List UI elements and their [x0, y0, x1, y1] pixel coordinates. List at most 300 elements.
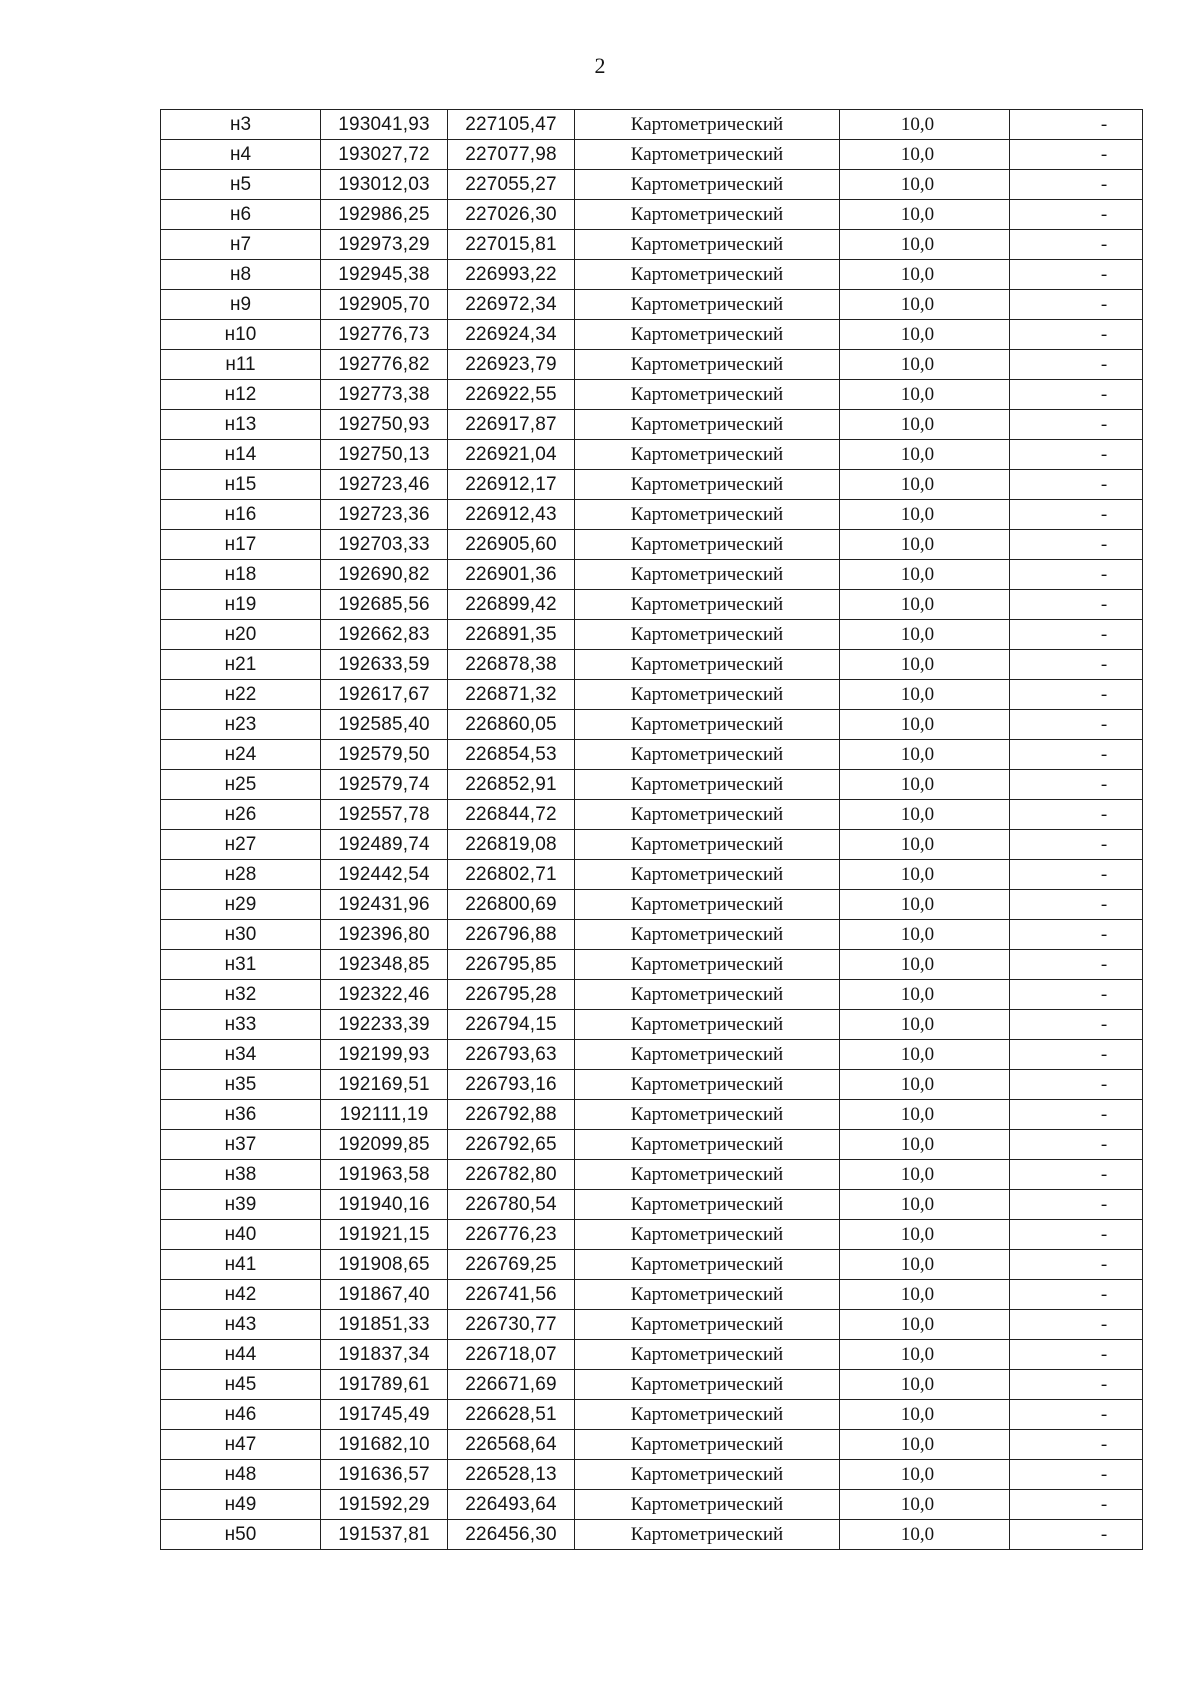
- table-row: [161, 740, 1143, 770]
- method-cell: Картометрический: [575, 1010, 840, 1040]
- method-cell: Картометрический: [575, 740, 840, 770]
- point-name-cell: н9: [161, 290, 321, 320]
- table-row: [161, 530, 1143, 560]
- point-name-cell: н41: [161, 1250, 321, 1280]
- table-row: [161, 560, 1143, 590]
- x-coordinate-cell: 192489,74: [321, 830, 448, 860]
- note-cell: -: [1010, 980, 1143, 1010]
- note-cell: -: [1010, 1520, 1143, 1550]
- note-cell: -: [1010, 890, 1143, 920]
- table-row: [161, 1400, 1143, 1430]
- table-row: [161, 290, 1143, 320]
- x-coordinate-cell: 192703,33: [321, 530, 448, 560]
- note-cell: -: [1010, 320, 1143, 350]
- y-coordinate-cell: 226844,72: [448, 800, 575, 830]
- note-cell: -: [1010, 470, 1143, 500]
- table-row: [161, 200, 1143, 230]
- note-cell: -: [1010, 440, 1143, 470]
- y-coordinate-cell: 226628,51: [448, 1400, 575, 1430]
- note-cell: -: [1010, 1220, 1143, 1250]
- accuracy-cell: 10,0: [840, 140, 1010, 170]
- y-coordinate-cell: 226993,22: [448, 260, 575, 290]
- y-coordinate-cell: 226917,87: [448, 410, 575, 440]
- accuracy-cell: 10,0: [840, 770, 1010, 800]
- note-cell: -: [1010, 530, 1143, 560]
- accuracy-cell: 10,0: [840, 1160, 1010, 1190]
- x-coordinate-cell: 191592,29: [321, 1490, 448, 1520]
- method-cell: Картометрический: [575, 680, 840, 710]
- note-cell: -: [1010, 200, 1143, 230]
- point-name-cell: н49: [161, 1490, 321, 1520]
- accuracy-cell: 10,0: [840, 1310, 1010, 1340]
- table-row: [161, 950, 1143, 980]
- point-name-cell: н33: [161, 1010, 321, 1040]
- x-coordinate-cell: 192633,59: [321, 650, 448, 680]
- accuracy-cell: 10,0: [840, 560, 1010, 590]
- x-coordinate-cell: 192723,46: [321, 470, 448, 500]
- table-row: [161, 1520, 1143, 1550]
- method-cell: Картометрический: [575, 980, 840, 1010]
- accuracy-cell: 10,0: [840, 230, 1010, 260]
- x-coordinate-cell: 192442,54: [321, 860, 448, 890]
- accuracy-cell: 10,0: [840, 1460, 1010, 1490]
- x-coordinate-cell: 191682,10: [321, 1430, 448, 1460]
- table-row: [161, 890, 1143, 920]
- table-row: [161, 350, 1143, 380]
- point-name-cell: н12: [161, 380, 321, 410]
- method-cell: Картометрический: [575, 1490, 840, 1520]
- table-row: [161, 800, 1143, 830]
- accuracy-cell: 10,0: [840, 380, 1010, 410]
- accuracy-cell: 10,0: [840, 980, 1010, 1010]
- method-cell: Картометрический: [575, 1280, 840, 1310]
- table-row: [161, 380, 1143, 410]
- table-row: [161, 140, 1143, 170]
- note-cell: -: [1010, 170, 1143, 200]
- x-coordinate-cell: 192750,13: [321, 440, 448, 470]
- y-coordinate-cell: 227105,47: [448, 110, 575, 140]
- accuracy-cell: 10,0: [840, 1280, 1010, 1310]
- method-cell: Картометрический: [575, 1160, 840, 1190]
- x-coordinate-cell: 192169,51: [321, 1070, 448, 1100]
- x-coordinate-cell: 192099,85: [321, 1130, 448, 1160]
- point-name-cell: н34: [161, 1040, 321, 1070]
- table-row: [161, 500, 1143, 530]
- accuracy-cell: 10,0: [840, 530, 1010, 560]
- y-coordinate-cell: 227026,30: [448, 200, 575, 230]
- table-row: [161, 1190, 1143, 1220]
- method-cell: Картометрический: [575, 620, 840, 650]
- table-row: [161, 1220, 1143, 1250]
- point-name-cell: н27: [161, 830, 321, 860]
- note-cell: -: [1010, 1010, 1143, 1040]
- point-name-cell: н39: [161, 1190, 321, 1220]
- note-cell: -: [1010, 1460, 1143, 1490]
- y-coordinate-cell: 226769,25: [448, 1250, 575, 1280]
- table-row: [161, 650, 1143, 680]
- note-cell: -: [1010, 1160, 1143, 1190]
- table-row: [161, 410, 1143, 440]
- accuracy-cell: 10,0: [840, 860, 1010, 890]
- x-coordinate-cell: 192579,50: [321, 740, 448, 770]
- y-coordinate-cell: 226568,64: [448, 1430, 575, 1460]
- note-cell: -: [1010, 860, 1143, 890]
- point-name-cell: н31: [161, 950, 321, 980]
- note-cell: -: [1010, 650, 1143, 680]
- method-cell: Картометрический: [575, 230, 840, 260]
- note-cell: -: [1010, 740, 1143, 770]
- y-coordinate-cell: 226780,54: [448, 1190, 575, 1220]
- point-name-cell: н6: [161, 200, 321, 230]
- accuracy-cell: 10,0: [840, 500, 1010, 530]
- x-coordinate-cell: 192431,96: [321, 890, 448, 920]
- point-name-cell: н47: [161, 1430, 321, 1460]
- y-coordinate-cell: 226795,28: [448, 980, 575, 1010]
- note-cell: -: [1010, 140, 1143, 170]
- note-cell: -: [1010, 260, 1143, 290]
- x-coordinate-cell: 191963,58: [321, 1160, 448, 1190]
- method-cell: Картометрический: [575, 410, 840, 440]
- method-cell: Картометрический: [575, 1100, 840, 1130]
- point-name-cell: н4: [161, 140, 321, 170]
- table-row: [161, 1430, 1143, 1460]
- table-row: [161, 1070, 1143, 1100]
- y-coordinate-cell: 226493,64: [448, 1490, 575, 1520]
- method-cell: Картометрический: [575, 1400, 840, 1430]
- accuracy-cell: 10,0: [840, 680, 1010, 710]
- note-cell: -: [1010, 1310, 1143, 1340]
- note-cell: -: [1010, 1340, 1143, 1370]
- point-name-cell: н25: [161, 770, 321, 800]
- point-name-cell: н14: [161, 440, 321, 470]
- y-coordinate-cell: 227077,98: [448, 140, 575, 170]
- x-coordinate-cell: 192111,19: [321, 1100, 448, 1130]
- x-coordinate-cell: 192945,38: [321, 260, 448, 290]
- accuracy-cell: 10,0: [840, 1190, 1010, 1220]
- note-cell: -: [1010, 950, 1143, 980]
- accuracy-cell: 10,0: [840, 320, 1010, 350]
- y-coordinate-cell: 226912,43: [448, 500, 575, 530]
- note-cell: -: [1010, 1190, 1143, 1220]
- x-coordinate-cell: 192557,78: [321, 800, 448, 830]
- x-coordinate-cell: 192773,38: [321, 380, 448, 410]
- x-coordinate-cell: 191537,81: [321, 1520, 448, 1550]
- y-coordinate-cell: 226802,71: [448, 860, 575, 890]
- accuracy-cell: 10,0: [840, 950, 1010, 980]
- table-row: [161, 260, 1143, 290]
- method-cell: Картометрический: [575, 950, 840, 980]
- note-cell: -: [1010, 230, 1143, 260]
- x-coordinate-cell: 192233,39: [321, 1010, 448, 1040]
- point-name-cell: н42: [161, 1280, 321, 1310]
- point-name-cell: н19: [161, 590, 321, 620]
- table-row: [161, 1280, 1143, 1310]
- table-row: [161, 230, 1143, 260]
- accuracy-cell: 10,0: [840, 470, 1010, 500]
- point-name-cell: н11: [161, 350, 321, 380]
- y-coordinate-cell: 226671,69: [448, 1370, 575, 1400]
- method-cell: Картометрический: [575, 1220, 840, 1250]
- note-cell: -: [1010, 620, 1143, 650]
- accuracy-cell: 10,0: [840, 1430, 1010, 1460]
- note-cell: -: [1010, 830, 1143, 860]
- x-coordinate-cell: 191789,61: [321, 1370, 448, 1400]
- method-cell: Картометрический: [575, 260, 840, 290]
- point-name-cell: н24: [161, 740, 321, 770]
- method-cell: Картометрический: [575, 320, 840, 350]
- x-coordinate-cell: 192986,25: [321, 200, 448, 230]
- method-cell: Картометрический: [575, 530, 840, 560]
- method-cell: Картометрический: [575, 200, 840, 230]
- method-cell: Картометрический: [575, 560, 840, 590]
- table-row: [161, 1490, 1143, 1520]
- accuracy-cell: 10,0: [840, 200, 1010, 230]
- point-name-cell: н5: [161, 170, 321, 200]
- point-name-cell: н36: [161, 1100, 321, 1130]
- y-coordinate-cell: 226528,13: [448, 1460, 575, 1490]
- point-name-cell: н37: [161, 1130, 321, 1160]
- method-cell: Картометрический: [575, 380, 840, 410]
- table-row: [161, 1040, 1143, 1070]
- x-coordinate-cell: 192905,70: [321, 290, 448, 320]
- accuracy-cell: 10,0: [840, 1490, 1010, 1520]
- y-coordinate-cell: 226921,04: [448, 440, 575, 470]
- x-coordinate-cell: 193027,72: [321, 140, 448, 170]
- y-coordinate-cell: 226923,79: [448, 350, 575, 380]
- method-cell: Картометрический: [575, 800, 840, 830]
- table-row: [161, 590, 1143, 620]
- method-cell: Картометрический: [575, 890, 840, 920]
- y-coordinate-cell: 226456,30: [448, 1520, 575, 1550]
- x-coordinate-cell: 192690,82: [321, 560, 448, 590]
- coordinates-table-body: [161, 110, 1143, 1550]
- note-cell: -: [1010, 500, 1143, 530]
- point-name-cell: н32: [161, 980, 321, 1010]
- table-row: [161, 920, 1143, 950]
- point-name-cell: н40: [161, 1220, 321, 1250]
- y-coordinate-cell: 227055,27: [448, 170, 575, 200]
- method-cell: Картометрический: [575, 1250, 840, 1280]
- note-cell: -: [1010, 590, 1143, 620]
- table-row: [161, 1370, 1143, 1400]
- table-row: [161, 1160, 1143, 1190]
- note-cell: -: [1010, 380, 1143, 410]
- y-coordinate-cell: 226924,34: [448, 320, 575, 350]
- table-row: [161, 980, 1143, 1010]
- point-name-cell: н48: [161, 1460, 321, 1490]
- x-coordinate-cell: 191921,15: [321, 1220, 448, 1250]
- note-cell: -: [1010, 920, 1143, 950]
- y-coordinate-cell: 226741,56: [448, 1280, 575, 1310]
- method-cell: Картометрический: [575, 1190, 840, 1220]
- accuracy-cell: 10,0: [840, 830, 1010, 860]
- point-name-cell: н17: [161, 530, 321, 560]
- method-cell: Картометрический: [575, 350, 840, 380]
- y-coordinate-cell: 226854,53: [448, 740, 575, 770]
- y-coordinate-cell: 226972,34: [448, 290, 575, 320]
- note-cell: -: [1010, 560, 1143, 590]
- method-cell: Картометрический: [575, 290, 840, 320]
- point-name-cell: н22: [161, 680, 321, 710]
- note-cell: -: [1010, 1430, 1143, 1460]
- y-coordinate-cell: 226819,08: [448, 830, 575, 860]
- y-coordinate-cell: 226860,05: [448, 710, 575, 740]
- note-cell: -: [1010, 1280, 1143, 1310]
- table-row: [161, 680, 1143, 710]
- method-cell: Картометрический: [575, 1520, 840, 1550]
- x-coordinate-cell: 192579,74: [321, 770, 448, 800]
- point-name-cell: н10: [161, 320, 321, 350]
- accuracy-cell: 10,0: [840, 170, 1010, 200]
- y-coordinate-cell: 227015,81: [448, 230, 575, 260]
- y-coordinate-cell: 226793,63: [448, 1040, 575, 1070]
- method-cell: Картометрический: [575, 170, 840, 200]
- x-coordinate-cell: 192776,82: [321, 350, 448, 380]
- table-row: [161, 1460, 1143, 1490]
- method-cell: Картометрический: [575, 920, 840, 950]
- accuracy-cell: 10,0: [840, 650, 1010, 680]
- x-coordinate-cell: 191745,49: [321, 1400, 448, 1430]
- x-coordinate-cell: 192348,85: [321, 950, 448, 980]
- note-cell: -: [1010, 1370, 1143, 1400]
- point-name-cell: н45: [161, 1370, 321, 1400]
- point-name-cell: н26: [161, 800, 321, 830]
- point-name-cell: н35: [161, 1070, 321, 1100]
- y-coordinate-cell: 226718,07: [448, 1340, 575, 1370]
- point-name-cell: н7: [161, 230, 321, 260]
- method-cell: Картометрический: [575, 440, 840, 470]
- note-cell: -: [1010, 1400, 1143, 1430]
- accuracy-cell: 10,0: [840, 1070, 1010, 1100]
- page-number: 2: [594, 53, 606, 78]
- y-coordinate-cell: 226792,65: [448, 1130, 575, 1160]
- y-coordinate-cell: 226852,91: [448, 770, 575, 800]
- accuracy-cell: 10,0: [840, 800, 1010, 830]
- point-name-cell: н30: [161, 920, 321, 950]
- table-row: [161, 860, 1143, 890]
- table-row: [161, 440, 1143, 470]
- accuracy-cell: 10,0: [840, 1220, 1010, 1250]
- point-name-cell: н18: [161, 560, 321, 590]
- accuracy-cell: 10,0: [840, 1400, 1010, 1430]
- method-cell: Картометрический: [575, 710, 840, 740]
- y-coordinate-cell: 226792,88: [448, 1100, 575, 1130]
- y-coordinate-cell: 226905,60: [448, 530, 575, 560]
- y-coordinate-cell: 226796,88: [448, 920, 575, 950]
- y-coordinate-cell: 226782,80: [448, 1160, 575, 1190]
- note-cell: -: [1010, 290, 1143, 320]
- table-row: [161, 770, 1143, 800]
- point-name-cell: н13: [161, 410, 321, 440]
- point-name-cell: н43: [161, 1310, 321, 1340]
- table-row: [161, 710, 1143, 740]
- point-name-cell: н3: [161, 110, 321, 140]
- x-coordinate-cell: 192322,46: [321, 980, 448, 1010]
- method-cell: Картометрический: [575, 830, 840, 860]
- accuracy-cell: 10,0: [840, 1520, 1010, 1550]
- y-coordinate-cell: 226730,77: [448, 1310, 575, 1340]
- accuracy-cell: 10,0: [840, 350, 1010, 380]
- y-coordinate-cell: 226922,55: [448, 380, 575, 410]
- x-coordinate-cell: 192199,93: [321, 1040, 448, 1070]
- note-cell: -: [1010, 1490, 1143, 1520]
- accuracy-cell: 10,0: [840, 440, 1010, 470]
- point-name-cell: н38: [161, 1160, 321, 1190]
- point-name-cell: н21: [161, 650, 321, 680]
- note-cell: -: [1010, 800, 1143, 830]
- method-cell: Картометрический: [575, 1340, 840, 1370]
- note-cell: -: [1010, 1250, 1143, 1280]
- table-row: [161, 170, 1143, 200]
- y-coordinate-cell: 226794,15: [448, 1010, 575, 1040]
- y-coordinate-cell: 226899,42: [448, 590, 575, 620]
- method-cell: Картометрический: [575, 140, 840, 170]
- method-cell: Картометрический: [575, 1430, 840, 1460]
- note-cell: -: [1010, 410, 1143, 440]
- accuracy-cell: 10,0: [840, 1370, 1010, 1400]
- accuracy-cell: 10,0: [840, 290, 1010, 320]
- note-cell: -: [1010, 350, 1143, 380]
- x-coordinate-cell: 192973,29: [321, 230, 448, 260]
- method-cell: Картометрический: [575, 470, 840, 500]
- accuracy-cell: 10,0: [840, 740, 1010, 770]
- accuracy-cell: 10,0: [840, 1250, 1010, 1280]
- x-coordinate-cell: 192750,93: [321, 410, 448, 440]
- x-coordinate-cell: 192662,83: [321, 620, 448, 650]
- method-cell: Картометрический: [575, 590, 840, 620]
- y-coordinate-cell: 226891,35: [448, 620, 575, 650]
- note-cell: -: [1010, 1130, 1143, 1160]
- table-row: [161, 1100, 1143, 1130]
- method-cell: Картометрический: [575, 1130, 840, 1160]
- table-row: [161, 1340, 1143, 1370]
- method-cell: Картометрический: [575, 770, 840, 800]
- method-cell: Картометрический: [575, 500, 840, 530]
- note-cell: -: [1010, 680, 1143, 710]
- x-coordinate-cell: 193012,03: [321, 170, 448, 200]
- method-cell: Картометрический: [575, 1040, 840, 1070]
- table-row: [161, 110, 1143, 140]
- y-coordinate-cell: 226901,36: [448, 560, 575, 590]
- y-coordinate-cell: 226878,38: [448, 650, 575, 680]
- accuracy-cell: 10,0: [840, 410, 1010, 440]
- method-cell: Картометрический: [575, 860, 840, 890]
- y-coordinate-cell: 226871,32: [448, 680, 575, 710]
- accuracy-cell: 10,0: [840, 590, 1010, 620]
- point-name-cell: н28: [161, 860, 321, 890]
- point-name-cell: н23: [161, 710, 321, 740]
- accuracy-cell: 10,0: [840, 920, 1010, 950]
- point-name-cell: н8: [161, 260, 321, 290]
- x-coordinate-cell: 191636,57: [321, 1460, 448, 1490]
- note-cell: -: [1010, 1040, 1143, 1070]
- x-coordinate-cell: 191837,34: [321, 1340, 448, 1370]
- point-name-cell: н44: [161, 1340, 321, 1370]
- accuracy-cell: 10,0: [840, 260, 1010, 290]
- point-name-cell: н29: [161, 890, 321, 920]
- x-coordinate-cell: 191908,65: [321, 1250, 448, 1280]
- point-name-cell: н46: [161, 1400, 321, 1430]
- y-coordinate-cell: 226793,16: [448, 1070, 575, 1100]
- x-coordinate-cell: 192685,56: [321, 590, 448, 620]
- accuracy-cell: 10,0: [840, 110, 1010, 140]
- method-cell: Картометрический: [575, 1070, 840, 1100]
- note-cell: -: [1010, 1100, 1143, 1130]
- note-cell: -: [1010, 1070, 1143, 1100]
- table-row: [161, 620, 1143, 650]
- table-row: [161, 1010, 1143, 1040]
- method-cell: Картометрический: [575, 1370, 840, 1400]
